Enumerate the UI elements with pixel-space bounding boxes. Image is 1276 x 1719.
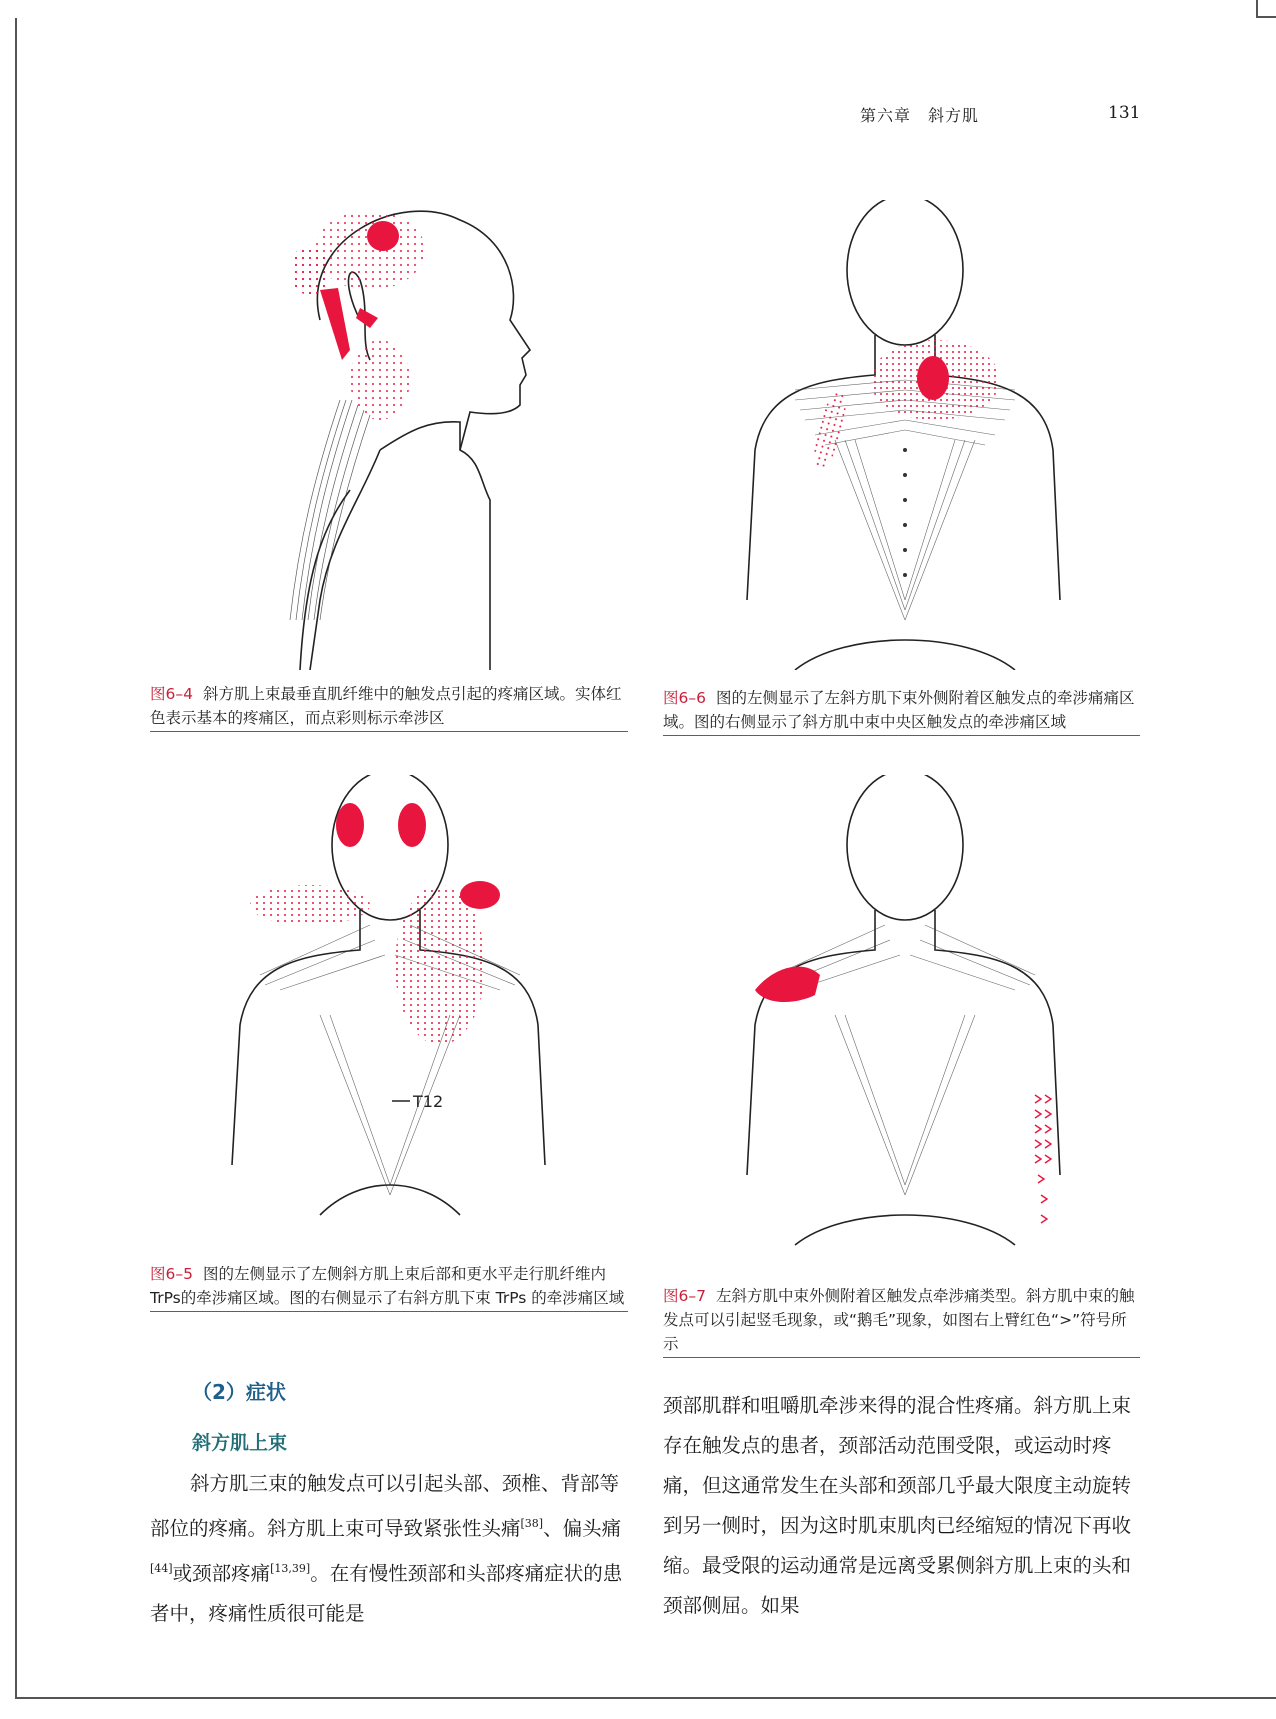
figure-label: 图6–4 bbox=[150, 685, 193, 703]
caption-text: 左斜方肌中束外侧附着区触发点牵涉痛类型。斜方肌中束的触发点可以引起竖毛现象，或“鹅毛”现象，如图右上臂红色“>”符号所示 bbox=[663, 1287, 1135, 1353]
body-text: 斜方肌三束的触发点可以引起头部、颈椎、背部等部位的疼痛。斜方肌上束可导致紧张性头痛 bbox=[150, 1472, 620, 1540]
body-left-column bbox=[150, 1464, 630, 1634]
citation: [13,39] bbox=[270, 1562, 311, 1575]
figure-6-5-illustration bbox=[220, 775, 590, 1245]
citation: [38] bbox=[520, 1517, 544, 1530]
page-crop-mark-vertical bbox=[1256, 0, 1258, 16]
figure-label: 图6–6 bbox=[663, 689, 706, 707]
citation: [44] bbox=[150, 1562, 173, 1575]
body-text: 、偏头痛 bbox=[543, 1517, 622, 1540]
figure-label: 图6–7 bbox=[663, 1287, 706, 1305]
figure-6-6-caption bbox=[663, 686, 1140, 736]
page-number: 131 bbox=[1108, 103, 1141, 123]
figure-6-6-illustration bbox=[735, 200, 1075, 670]
figure-6-4-illustration bbox=[280, 200, 640, 670]
body-text: 或颈部疼痛 bbox=[172, 1562, 271, 1585]
figure-6-7-caption bbox=[663, 1284, 1140, 1358]
page-crop-mark bbox=[1256, 16, 1276, 18]
body-text: 。在有慢性颈部和头部疼痛症状的患者中，疼痛性质很可能是 bbox=[150, 1562, 623, 1625]
body-paragraph bbox=[150, 1464, 630, 1634]
running-head: 第六章 斜方肌 bbox=[860, 106, 980, 125]
t12-marker: T12 bbox=[413, 1092, 444, 1111]
page-frame-left bbox=[15, 18, 17, 1699]
caption-text: 图的左侧显示了左斜方肌下束外侧附着区触发点的牵涉痛痛区域。图的右侧显示了斜方肌中束中央区触发点的牵涉痛区域 bbox=[663, 689, 1135, 731]
page-frame-bottom bbox=[15, 1697, 1276, 1699]
body-right-column bbox=[663, 1386, 1140, 1626]
caption-text: 图的左侧显示了左侧斜方肌上束后部和更水平走行肌纤维内 TrPs的牵涉痛区域。图的右侧显示了右斜方肌下束 TrPs 的牵涉痛区域 bbox=[150, 1265, 625, 1307]
body-paragraph: 颈部肌群和咀嚼肌牵涉来得的混合性疼痛。斜方肌上束存在触发点的患者，颈部活动范围受限，或运动时疼痛，但这通常发生在头部和颈部几乎最大限度主动旋转到另一侧时，因为这时肌束肌肉已经缩短的情况下再收缩。最受限的运动通常是远离受累侧斜方肌上束的头和颈部侧屈。如果 bbox=[663, 1394, 1132, 1617]
caption-text: 斜方肌上束最垂直肌纤维中的触发点引起的疼痛区域。实体红色表示基本的疼痛区，而点彩则标示牵涉区 bbox=[150, 685, 622, 727]
figure-label: 图6–5 bbox=[150, 1265, 193, 1283]
section-heading: （2）症状 bbox=[192, 1380, 286, 1404]
sub-heading: 斜方肌上束 bbox=[192, 1432, 288, 1454]
figure-6-4-caption bbox=[150, 682, 628, 732]
figure-6-5-caption bbox=[150, 1262, 628, 1312]
figure-6-7-illustration bbox=[735, 775, 1075, 1255]
